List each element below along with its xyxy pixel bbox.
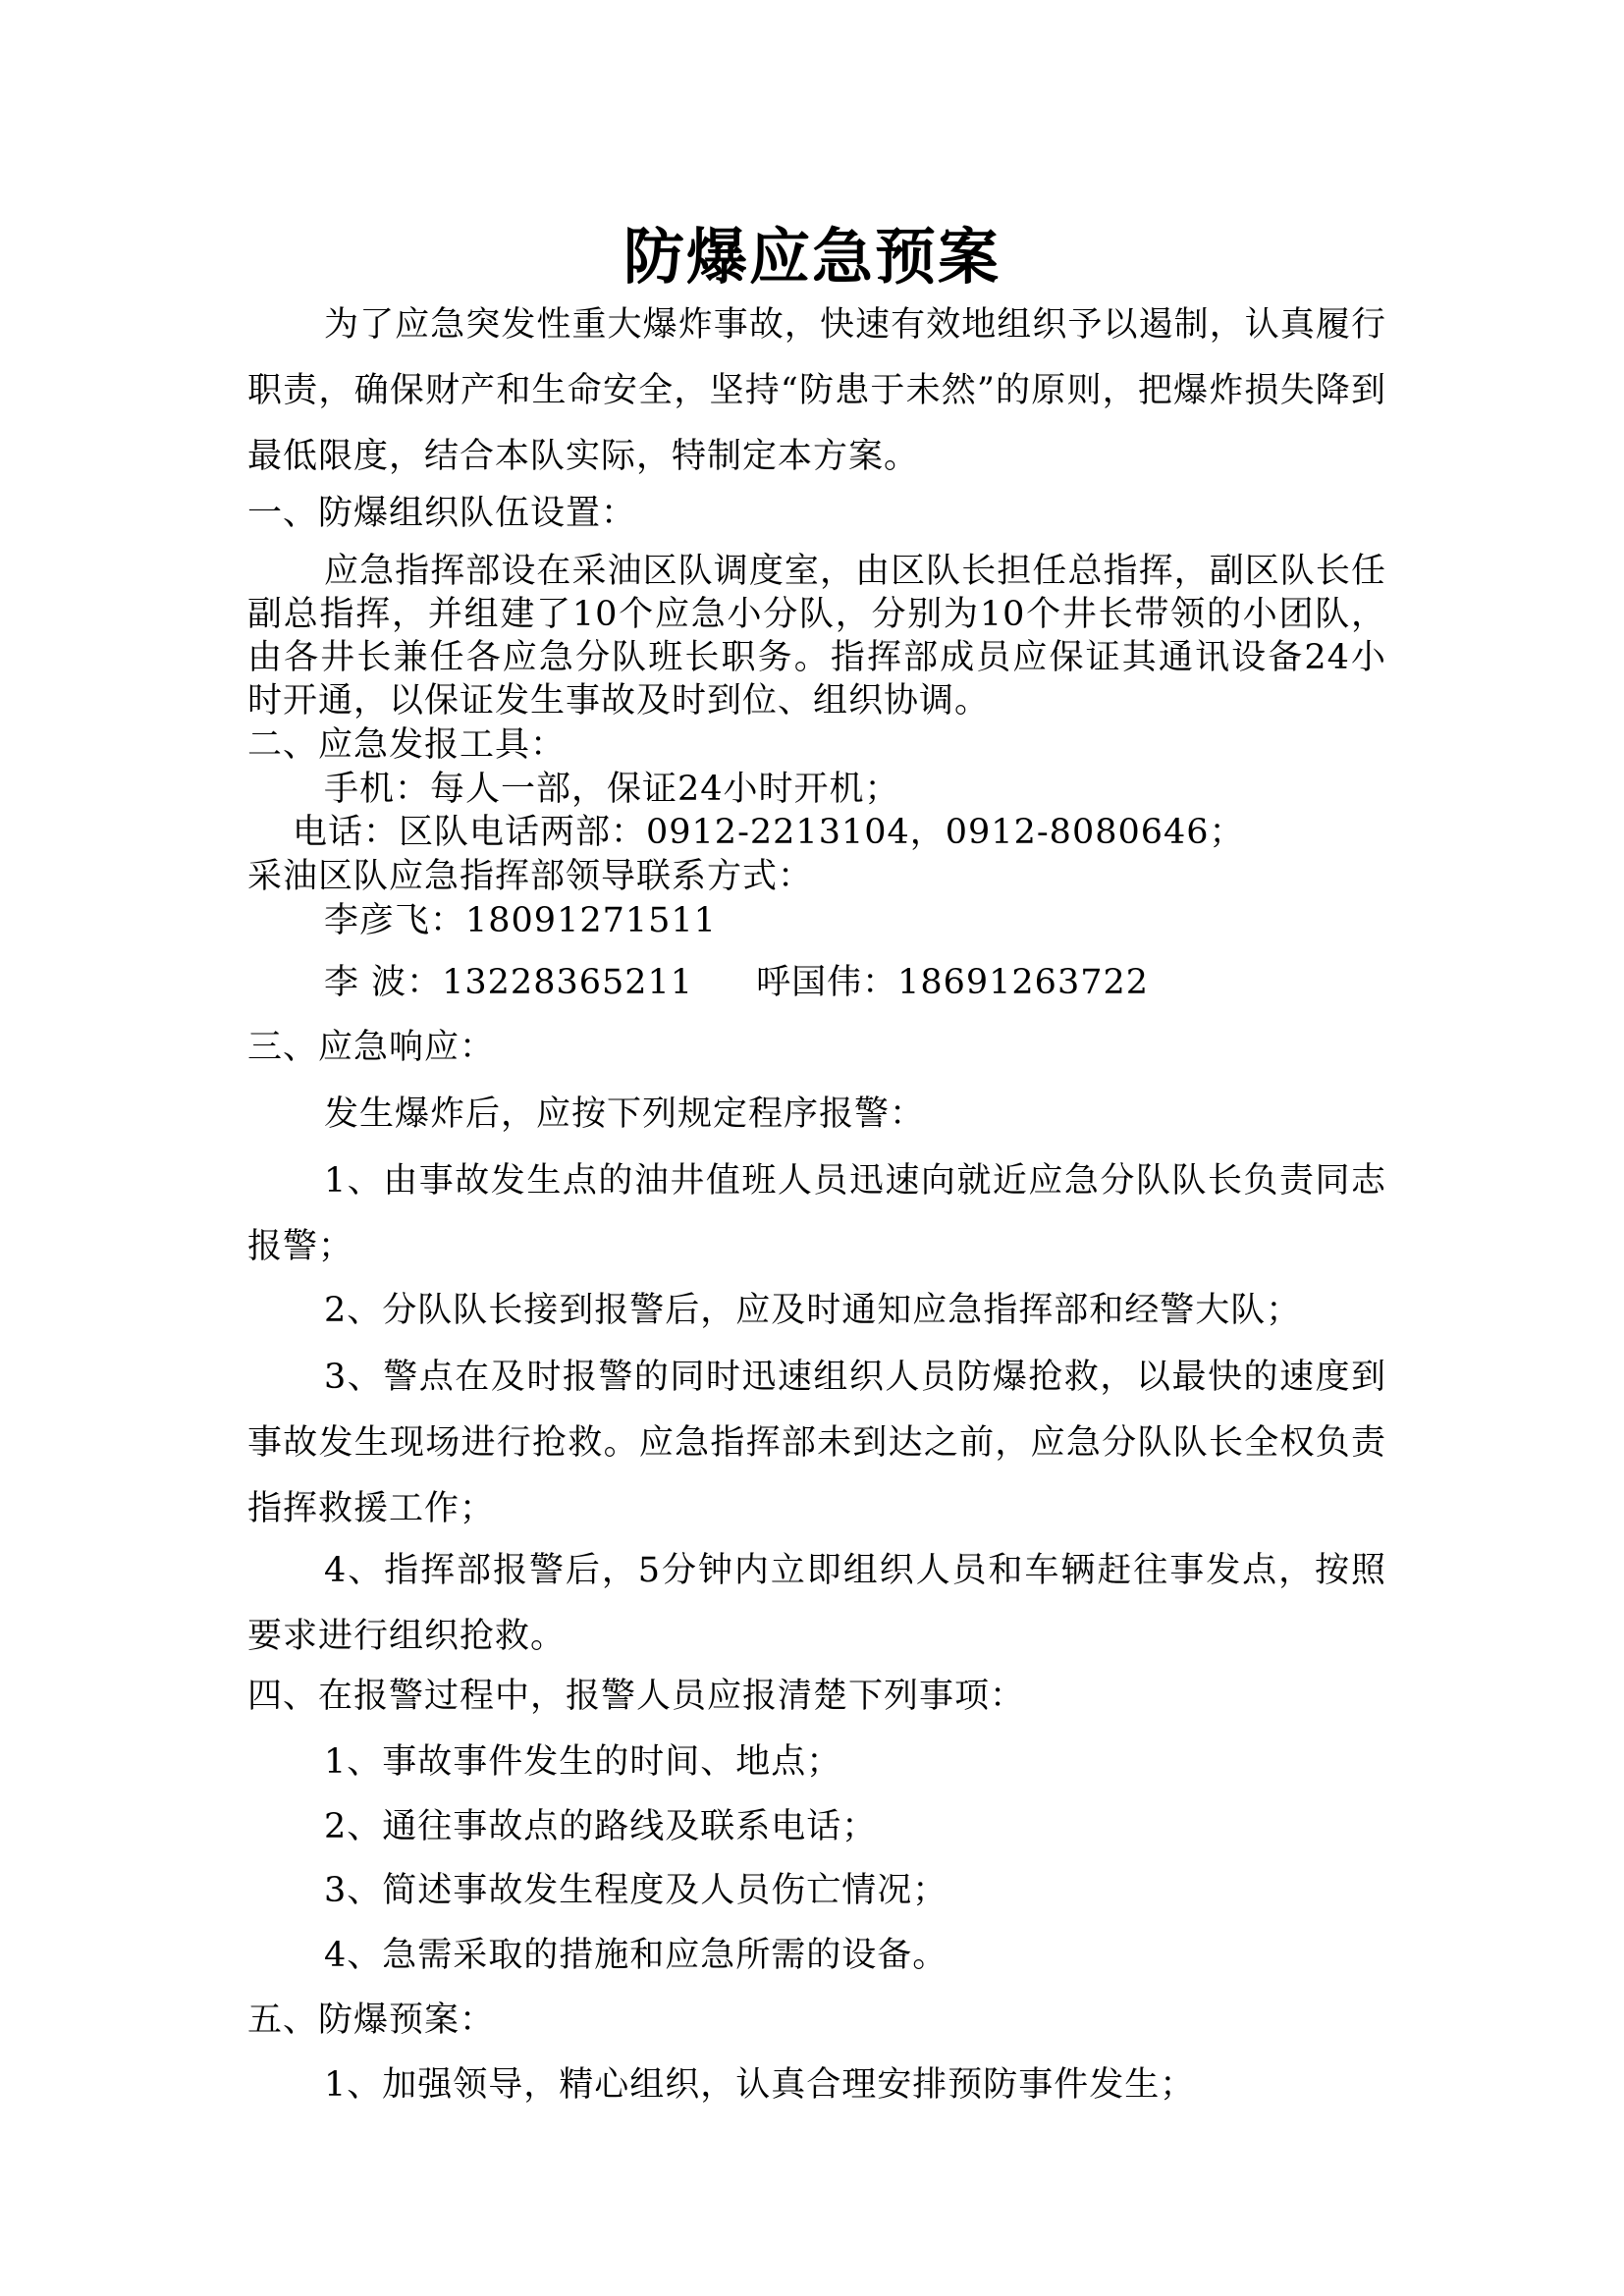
section-2-heading: 二、应急发报工具： bbox=[247, 725, 567, 765]
section-3-item-4: 4、指挥部报警后，5分钟内立即组织人员和车辆赶往事发点，按照要求进行组织抢救。 bbox=[247, 1551, 1386, 1656]
contact-li-bo: 李 波：13228365211 bbox=[324, 963, 694, 1002]
phone-info: 电话：区队电话两部：0912-2213104，0912-8080646； bbox=[293, 813, 1245, 852]
section-5-item-1: 1、加强领导，精心组织，认真合理安排预防事件发生； bbox=[324, 2065, 1196, 2105]
section-4-item-4: 4、急需采取的措施和应急所需的设备。 bbox=[324, 1936, 948, 1975]
section-4-item-1: 1、事故事件发生的时间、地点； bbox=[324, 1742, 842, 1782]
section-4-item-3: 3、简述事故发生程度及人员伤亡情况； bbox=[324, 1871, 948, 1910]
contact-row bbox=[324, 961, 1149, 1004]
document-title: 防爆应急预案 bbox=[623, 221, 1001, 293]
mobile-info: 手机：每人一部，保证24小时开机； bbox=[324, 770, 900, 809]
section-5-heading: 五、防爆预案： bbox=[247, 2001, 496, 2040]
contact-li-yanfei: 李彦飞：18091271511 bbox=[324, 901, 717, 940]
section-4-item-2: 2、通往事故点的路线及联系电话； bbox=[324, 1807, 878, 1846]
leaders-heading: 采油区队应急指挥部领导联系方式： bbox=[247, 857, 814, 896]
section-1-body: 应急指挥部设在采油区队调度室，由区队长担任总指挥，副区队长任副总指挥，并组建了10个应急小分队，分别为10个井长带领的小团队，由各井长兼任各应急分队班长职务。指挥部成员应保证其通讯设备24小时开通，以保证发生事故及时到位、组织协调。 bbox=[247, 552, 1386, 721]
section-1-heading: 一、防爆组织队伍设置： bbox=[247, 494, 637, 533]
section-3-item-3: 3、警点在及时报警的同时迅速组织人员防爆抢救，以最快的速度到事故发生现场进行抢救。应急指挥部未到达之前，应急分队队长全权负责指挥救援工作； bbox=[247, 1358, 1386, 1528]
section-3-item-1: 1、由事故发生点的油井值班人员迅速向就近应急分队队长负责同志报警； bbox=[247, 1161, 1386, 1266]
section-3-lead: 发生爆炸后，应按下列规定程序报警： bbox=[324, 1095, 926, 1134]
intro-paragraph: 为了应急突发性重大爆炸事故，快速有效地组织予以遏制，认真履行职责，确保财产和生命安全，坚持“防患于未然”的原则，把爆炸损失降到最低限度，结合本队实际，特制定本方案。 bbox=[247, 305, 1386, 476]
section-3-item-2: 2、分队队长接到报警后，应及时通知应急指挥部和经警大队； bbox=[324, 1291, 1302, 1330]
contact-hu-guowei: 呼国伟：18691263722 bbox=[756, 963, 1150, 1002]
section-3-heading: 三、应急响应： bbox=[247, 1028, 496, 1067]
section-4-heading: 四、在报警过程中，报警人员应报清楚下列事项： bbox=[247, 1677, 1026, 1716]
